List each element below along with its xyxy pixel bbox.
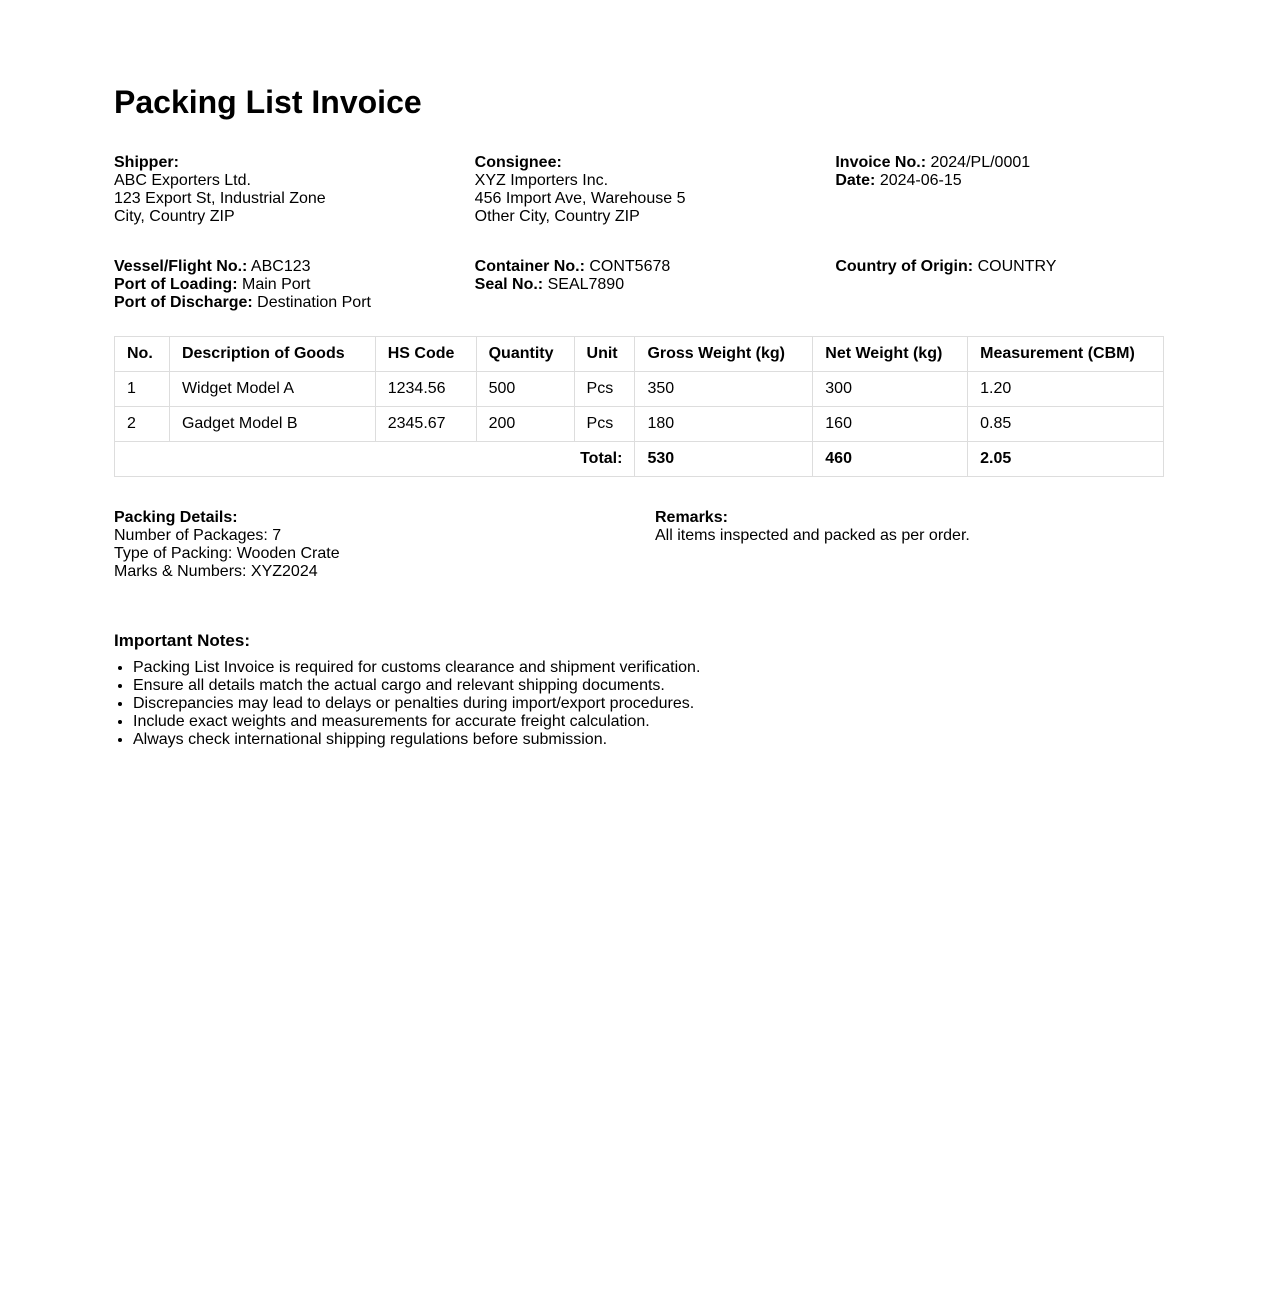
notes-heading: Important Notes: — [114, 631, 250, 650]
consignee-block — [475, 154, 836, 226]
shipper-address: 123 Export St, Industrial Zone — [114, 190, 326, 207]
list-item: • Include exact weights and measurements for accurate freight calculation. — [133, 713, 1164, 731]
cell-quantity: 500 — [476, 372, 574, 407]
port-loading-value: Main Port — [241, 276, 311, 293]
col-header-gross-weight: Gross Weight (kg) — [635, 337, 813, 372]
container-line — [475, 258, 836, 276]
remarks-text: All items inspected and packed as per order. — [655, 527, 970, 544]
invoice-date-line — [835, 172, 1196, 190]
cell-quantity: 200 — [476, 407, 574, 442]
cell-net-weight: 160 — [813, 407, 968, 442]
origin-value: COUNTRY — [977, 258, 1057, 275]
vessel-block — [114, 258, 475, 312]
col-header-description: Description of Goods — [169, 337, 375, 372]
important-notes — [114, 631, 1164, 749]
vessel-label: Vessel/Flight No.: — [114, 258, 248, 275]
seal-label: Seal No.: — [474, 276, 544, 293]
col-header-unit: Unit — [574, 337, 635, 372]
cell-description: Widget Model A — [169, 372, 375, 407]
transport-row — [114, 258, 1196, 312]
remarks-block — [655, 509, 1196, 581]
consignee-name: XYZ Importers Inc. — [474, 172, 609, 189]
list-item: • Packing List Invoice is required for customs clearance and shipment verification. — [133, 659, 1164, 677]
cell-unit: Pcs — [574, 372, 635, 407]
invoice-number-label: Invoice No.: — [835, 154, 927, 171]
cell-gross-weight: 180 — [635, 407, 813, 442]
remarks-label: Remarks: — [655, 509, 728, 526]
shipper-city: City, Country ZIP — [114, 208, 235, 225]
table-total-row — [115, 442, 1164, 477]
port-discharge-value: Destination Port — [257, 294, 371, 311]
invoice-number-line — [835, 154, 1196, 172]
table-header-row — [115, 337, 1164, 372]
invoice-number-value: 2024/PL/0001 — [930, 154, 1031, 171]
vessel-line — [114, 258, 475, 276]
origin-label: Country of Origin: — [835, 258, 974, 275]
port-loading-line — [114, 276, 475, 294]
shipper-label: Shipper: — [114, 154, 179, 171]
goods-table — [114, 336, 1164, 477]
container-value: CONT5678 — [589, 258, 671, 275]
invoice-date-label: Date: — [835, 172, 876, 189]
col-header-no: No. — [115, 337, 170, 372]
vessel-value: ABC123 — [250, 258, 311, 275]
list-item: • Discrepancies may lead to delays or penalties during import/export procedures. — [133, 695, 1164, 713]
container-label: Container No.: — [474, 258, 585, 275]
invoice-date-value: 2024-06-15 — [879, 172, 962, 189]
cell-measurement: 0.85 — [968, 407, 1164, 442]
container-block — [475, 258, 836, 312]
col-header-net-weight: Net Weight (kg) — [813, 337, 968, 372]
packing-details-label: Packing Details: — [114, 509, 238, 526]
list-item: • Ensure all details match the actual cargo and relevant shipping documents. — [133, 677, 1164, 695]
origin-line — [835, 258, 1196, 276]
list-item: • Always check international shipping regulations before submission. — [133, 731, 1164, 749]
packing-details-block — [114, 509, 655, 581]
invoice-info-block — [835, 154, 1196, 226]
notes-list — [114, 659, 1164, 749]
total-measurement: 2.05 — [968, 442, 1164, 477]
col-header-measurement: Measurement (CBM) — [968, 337, 1164, 372]
cell-measurement: 1.20 — [968, 372, 1164, 407]
cell-unit: Pcs — [574, 407, 635, 442]
port-loading-label: Port of Loading: — [114, 276, 238, 293]
packing-marks: Marks & Numbers: XYZ2024 — [114, 563, 318, 580]
cell-no: 2 — [115, 407, 170, 442]
consignee-city: Other City, Country ZIP — [474, 208, 640, 225]
consignee-label: Consignee: — [474, 154, 562, 171]
seal-line — [475, 276, 836, 294]
table-row — [115, 372, 1164, 407]
cell-hs-code: 2345.67 — [375, 407, 476, 442]
cell-gross-weight: 350 — [635, 372, 813, 407]
port-discharge-label: Port of Discharge: — [114, 294, 253, 311]
packing-type: Type of Packing: Wooden Crate — [114, 545, 340, 562]
total-label: Total: — [115, 442, 635, 477]
cell-no: 1 — [115, 372, 170, 407]
shipper-block — [114, 154, 475, 226]
cell-description: Gadget Model B — [169, 407, 375, 442]
table-row — [115, 407, 1164, 442]
page-title: Packing List Invoice — [114, 84, 422, 120]
shipper-name: ABC Exporters Ltd. — [114, 172, 251, 189]
cell-net-weight: 300 — [813, 372, 968, 407]
consignee-address: 456 Import Ave, Warehouse 5 — [474, 190, 686, 207]
port-discharge-line — [114, 294, 475, 312]
origin-block — [835, 258, 1196, 312]
col-header-hs-code: HS Code — [375, 337, 476, 372]
total-net-weight: 460 — [813, 442, 968, 477]
cell-hs-code: 1234.56 — [375, 372, 476, 407]
col-header-quantity: Quantity — [476, 337, 574, 372]
packing-packages: Number of Packages: 7 — [114, 527, 282, 544]
parties-row — [114, 154, 1196, 226]
total-gross-weight: 530 — [635, 442, 813, 477]
seal-value: SEAL7890 — [547, 276, 625, 293]
details-row — [114, 509, 1196, 581]
